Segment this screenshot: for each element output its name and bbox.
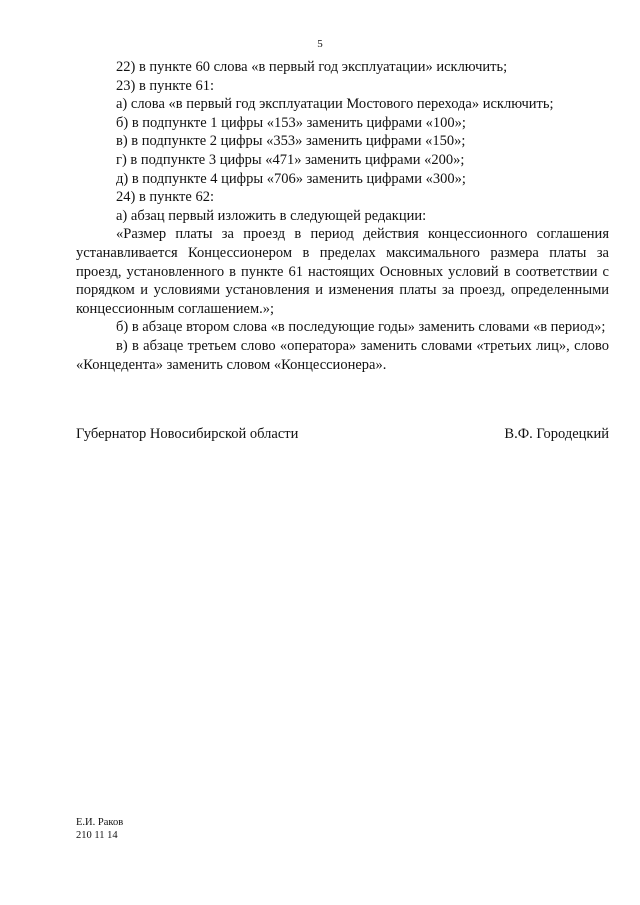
paragraph-subitem-a-24: а) абзац первый изложить в следующей редакции: [116, 207, 427, 224]
paragraph-subitem-d: д) в подпункте 4 цифры «706» заменить цифрами «300»; [116, 170, 466, 187]
paragraph-subitem-v: в) в подпункте 2 цифры «353» заменить цифрами «150»; [116, 133, 466, 150]
signatory-name: В.Ф. Городецкий [504, 426, 609, 442]
executor-phone: 210 11 14 [76, 830, 118, 841]
paragraph-item-23: 23) в пункте 61: [116, 77, 214, 94]
signatory-position: Губернатор Новосибирской области [76, 426, 299, 442]
quoted-new-text: «Размер платы за проезд в период действия концессионного соглашения устанавливается Концессионером в пределах максимального размера платы за проезд, установленного в пункте 61 настоящих Основных условий в соответствии с порядком и условиями установления и изменения платы за проезд, определенными концессионным соглашением.»; [76, 226, 609, 317]
paragraph-subitem-g: г) в подпункте 3 цифры «471» заменить цифрами «200»; [116, 151, 465, 168]
signature-block [76, 426, 609, 443]
paragraph-subitem-v-24: в) в абзаце третьем слово «оператора» заменить словами «третьих лиц», слово «Концедента» заменить словом «Концессионера». [76, 337, 609, 373]
executor-name: Е.И. Раков [76, 817, 124, 828]
document-body [76, 58, 609, 374]
paragraph-item-22: 22) в пункте 60 слова «в первый год эксплуатации» исключить; [116, 59, 508, 75]
paragraph-subitem-a: а) слова «в первый год эксплуатации Мостового перехода» исключить; [116, 96, 554, 113]
paragraph-item-24: 24) в пункте 62: [116, 189, 214, 206]
page-number: 5 [317, 38, 323, 50]
executor-block [76, 816, 123, 842]
paragraph-subitem-b-24: б) в абзаце втором слова «в последующие годы» заменить словами «в период»; [116, 319, 606, 336]
paragraph-subitem-b: б) в подпункте 1 цифры «153» заменить цифрами «100»; [116, 114, 466, 131]
